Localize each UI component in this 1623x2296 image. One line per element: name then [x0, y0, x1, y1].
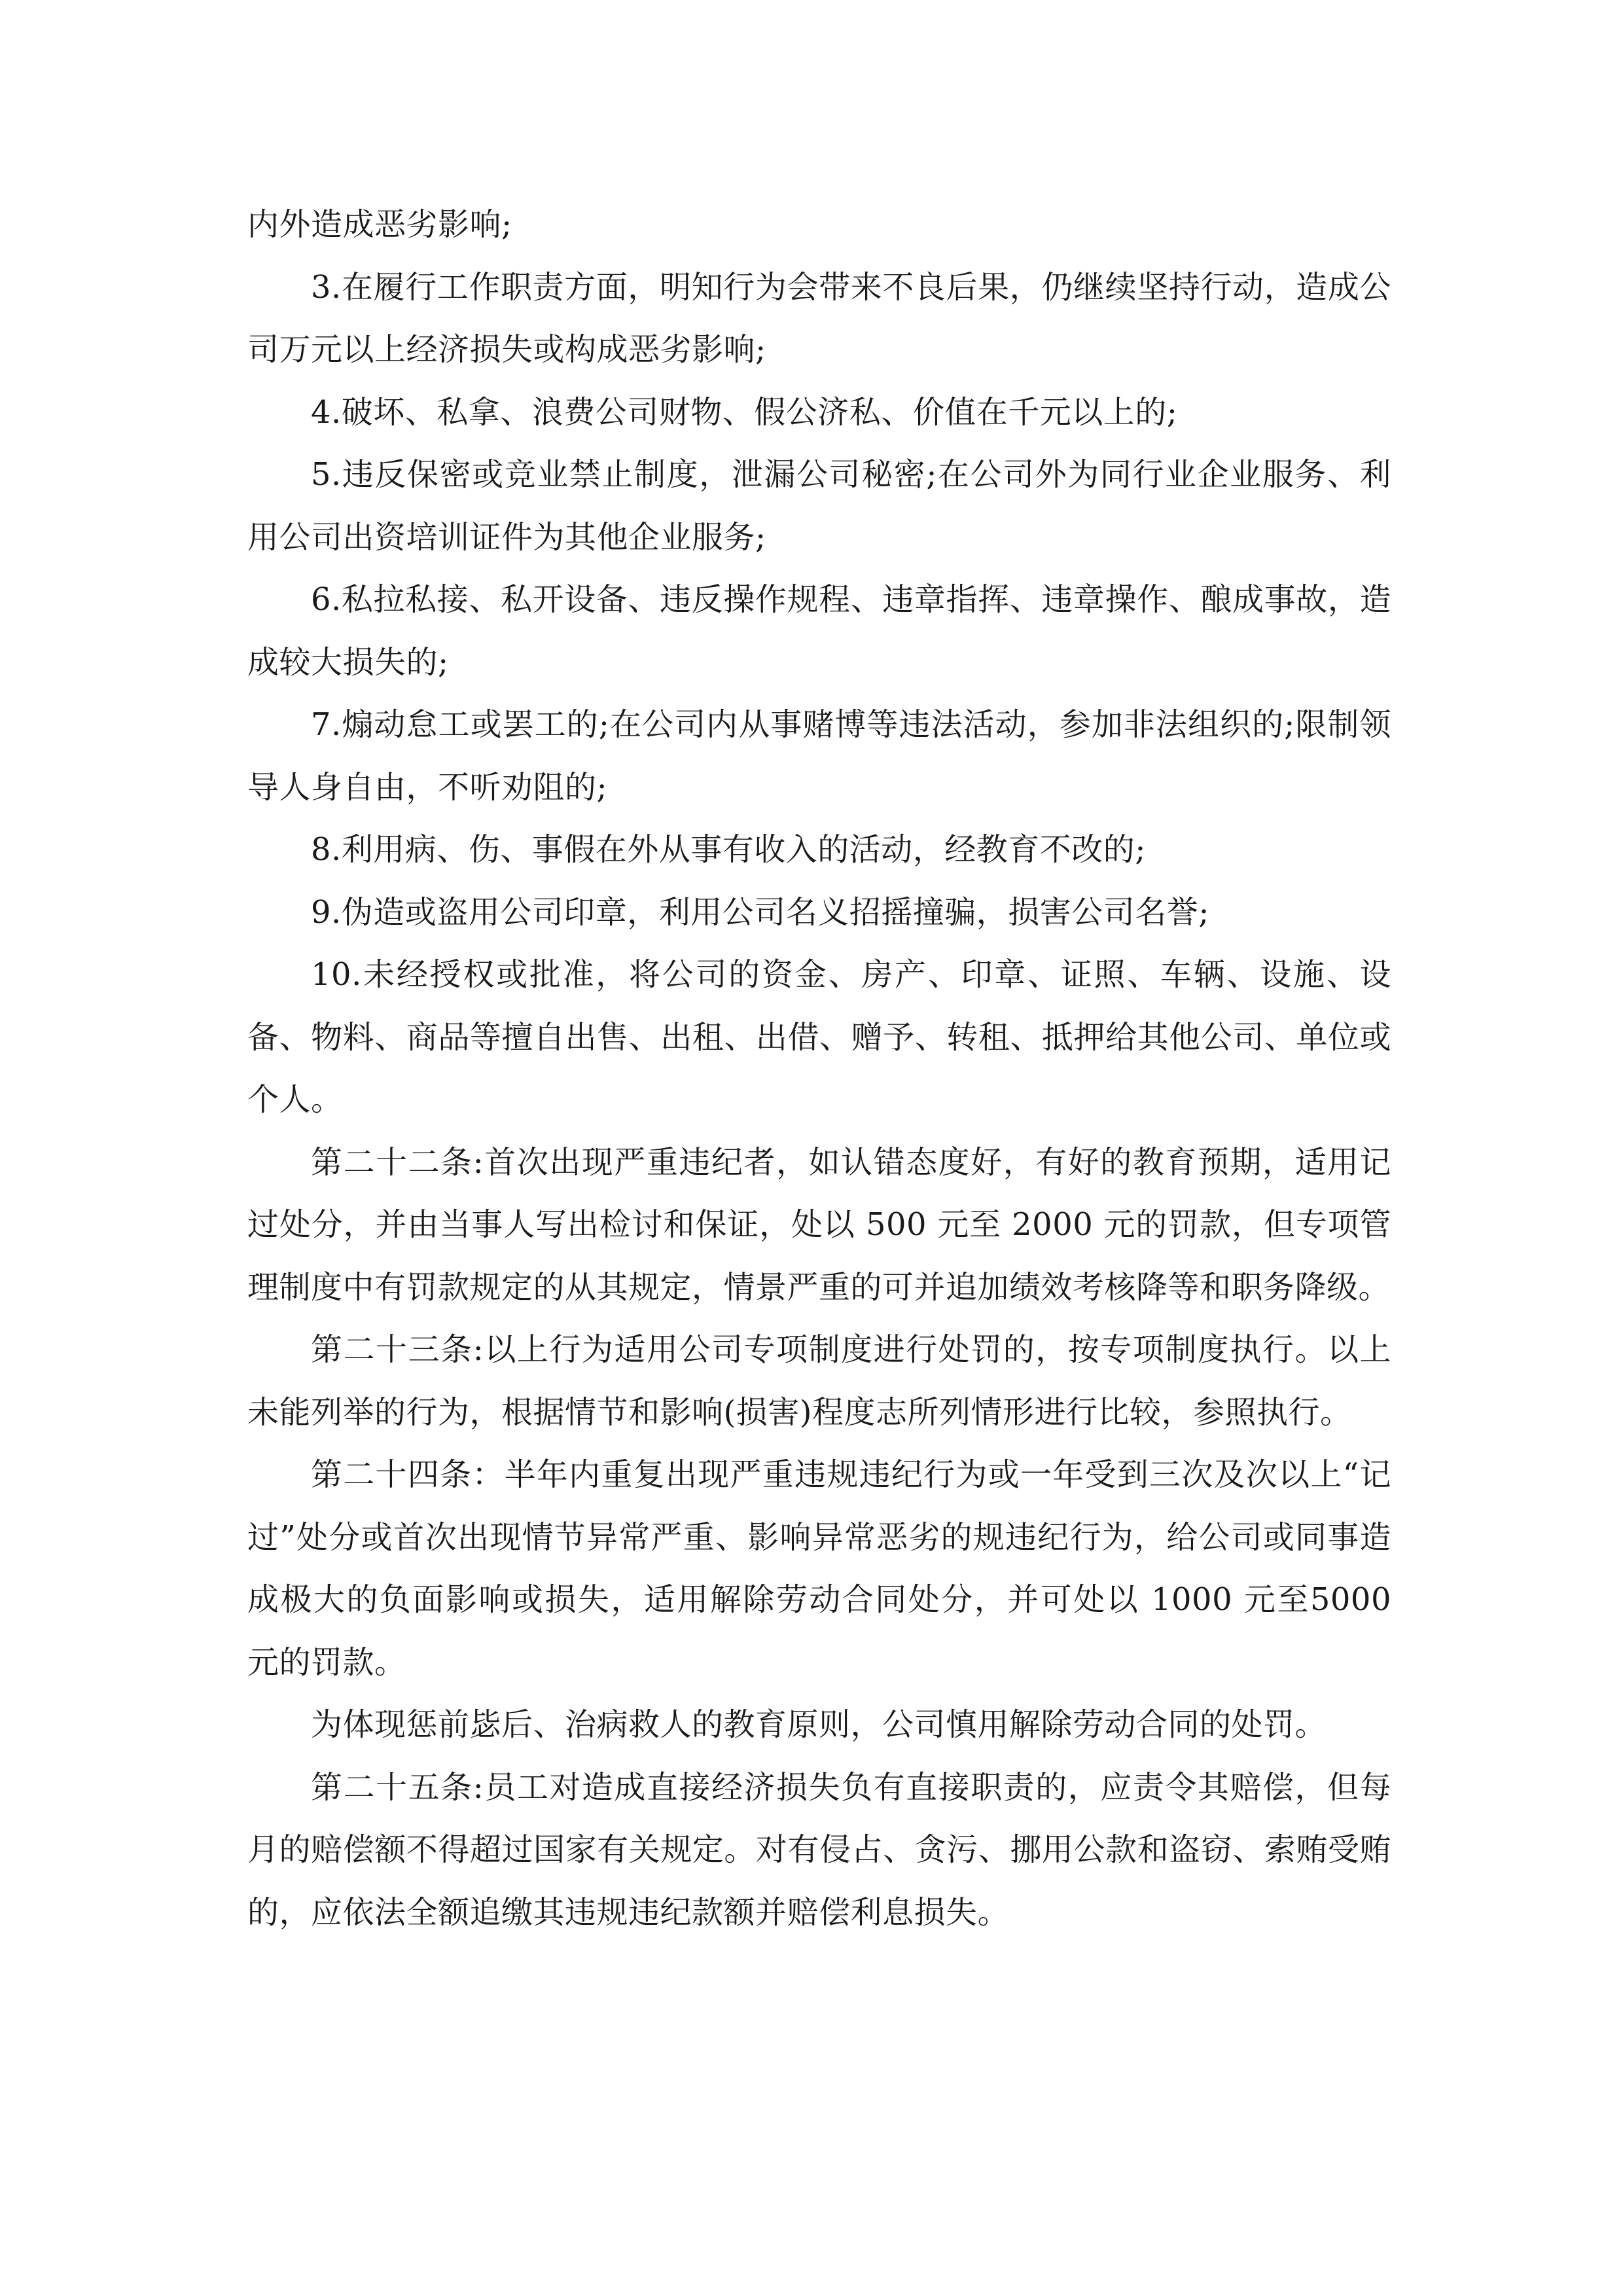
item-5: 5.违反保密或竞业禁止制度，泄漏公司秘密;在公司外为同行业企业服务、利用公司出资培训证件为其他企业服务;	[247, 456, 1391, 556]
article-24: 第二十四条：半年内重复出现严重违规违纪行为或一年受到三次及次以上“记过”处分或首次出现情节异常严重、影响异常恶劣的规违纪行为，给公司或同事造成极大的负面影响或损失，适用解除劳动合同处分，并可处以 1000 元至5000 元的罚款。	[247, 1456, 1391, 1681]
document-body	[247, 194, 1391, 1944]
item-4: 4.破坏、私拿、浪费公司财物、假公济私、价值在千元以上的;	[311, 393, 1178, 431]
article-23: 第二十三条:以上行为适用公司专项制度进行处罚的，按专项制度执行。以上未能列举的行为，根据情节和影响(损害)程度志所列情形进行比较，参照执行。	[247, 1331, 1391, 1431]
article-25: 第二十五条:员工对造成直接经济损失负有直接职责的，应责令其赔偿，但每月的赔偿额不得超过国家有关规定。对有侵占、贪污、挪用公款和盗窃、索贿受贿的，应依法全额追缴其违规违纪款额并赔偿利息损失。	[247, 1768, 1391, 1931]
item-8: 8.利用病、伤、事假在外从事有收入的活动，经教育不改的;	[311, 831, 1146, 868]
article-22: 第二十二条:首次出现严重违纪者，如认错态度好，有好的教育预期，适用记过处分，并由当事人写出检讨和保证，处以 500 元至 2000 元的罚款，但专项管理制度中有罚款规定的从其规定，情景严重的可并追加绩效考核降等和职务降级。	[247, 1143, 1391, 1306]
item-6: 6.私拉私接、私开设备、违反操作规程、违章指挥、违章操作、酿成事故，造成较大损失的;	[247, 581, 1391, 681]
item-7: 7.煽动怠工或罢工的;在公司内从事赌博等违法活动，参加非法组织的;限制领导人身自由，不听劝阻的;	[247, 706, 1391, 806]
item-10: 10.未经授权或批准，将公司的资金、房产、印章、证照、车辆、设施、设备、物料、商品等擅自出售、出租、出借、赠予、转租、抵押给其他公司、单位或个人。	[247, 956, 1391, 1118]
article-24-note: 为体现惩前毖后、治病救人的教育原则，公司慎用解除劳动合同的处罚。	[311, 1706, 1327, 1743]
item-9: 9.伪造或盗用公司印章，利用公司名义招摇撞骗，损害公司名誉;	[311, 893, 1209, 931]
paragraph-continuation: 内外造成恶劣影响;	[247, 206, 512, 243]
item-3: 3.在履行工作职责方面，明知行为会带来不良后果，仍继续坚持行动，造成公司万元以上经济损失或构成恶劣影响;	[247, 268, 1391, 368]
